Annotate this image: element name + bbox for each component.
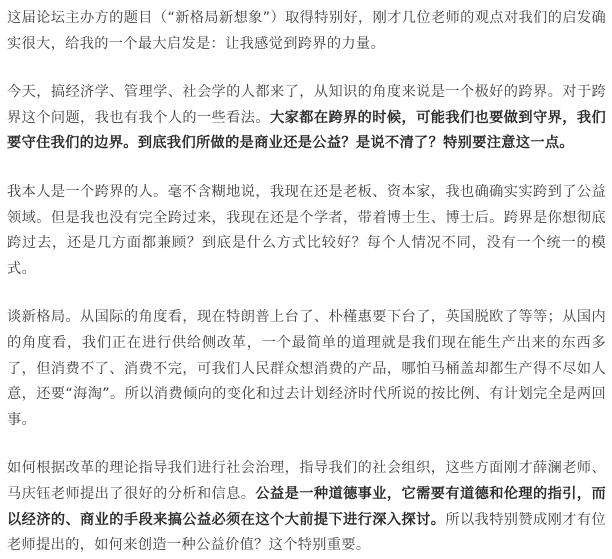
paragraph-1-text: 这届论坛主办方的题目（“新格局新想象”）取得特别好，刚才几位老师的观点对我们的启发确实很大，给我的一个最大启发是：让我感觉到跨界的力量。 [7,10,606,52]
paragraph-5-text: 如何根据改革的理论指导我们进行社会治理，指导我们的社会组织，这些方面刚才薛澜老师、马庆钰老师提出了很好的分析和信息。 [7,460,606,502]
paragraph-3-text: 我本人是一个跨界的人。毫不含糊地说，我现在还是老板、资本家，我也确确实实跨到了公益领域。但是我也没有完全跨过来，我现在还是个学者，带着博士生、博士后。跨界是你想彻底跨过去，还是几方面都兼顾？到底是什么方式比较好？每个人情况不同，没有一个统一的模式。 [7,183,606,277]
paragraph-4 [7,305,606,433]
paragraph-2 [7,80,606,157]
paragraph-5-closing: 所以我特别赞成刚才有位老师提出的，如何来创造一种公益价值？这个特别重要。 [7,511,606,554]
paragraph-3 [7,180,606,282]
paragraph-4-text: 谈新格局。从国际的角度看，现在特朗普上台了、朴槿惠要下台了，英国脱欧了等等；从国内的角度看，我们正在进行供给侧改革，一个最简单的道理就是我们现在能生产出来的东西多了，但消费不了、消费不完，可我们人民群众想消费的产品，哪怕马桶盖却都生产得不尽如人意，还要“海淘”。所以消费倾向的变化和过去计划经济时代所说的按比例、有计划完全是两回事。 [7,309,606,428]
paragraph-2-text: 今天，搞经济学、管理学、社会学的人都来了，从知识的角度来说是一个极好的跨界。对于跨界这个问题，我也有我个人的一些看法。 [7,84,606,126]
paragraph-1 [7,6,606,57]
paragraph-5-emphasis: 公益是一种道德事业，它需要有道德和伦理的指引，而以经济的、商业的手段来搞公益必须在这个大前提下进行深入探讨。 [7,485,607,528]
paragraph-2-emphasis: 大家都在跨界的时候，可能我们也要做到守界，我们要守住我们的边界。到底我们所做的是商业还是公益？是说不清了？特别要注意这一点。 [7,109,606,152]
paragraph-5 [7,456,606,558]
